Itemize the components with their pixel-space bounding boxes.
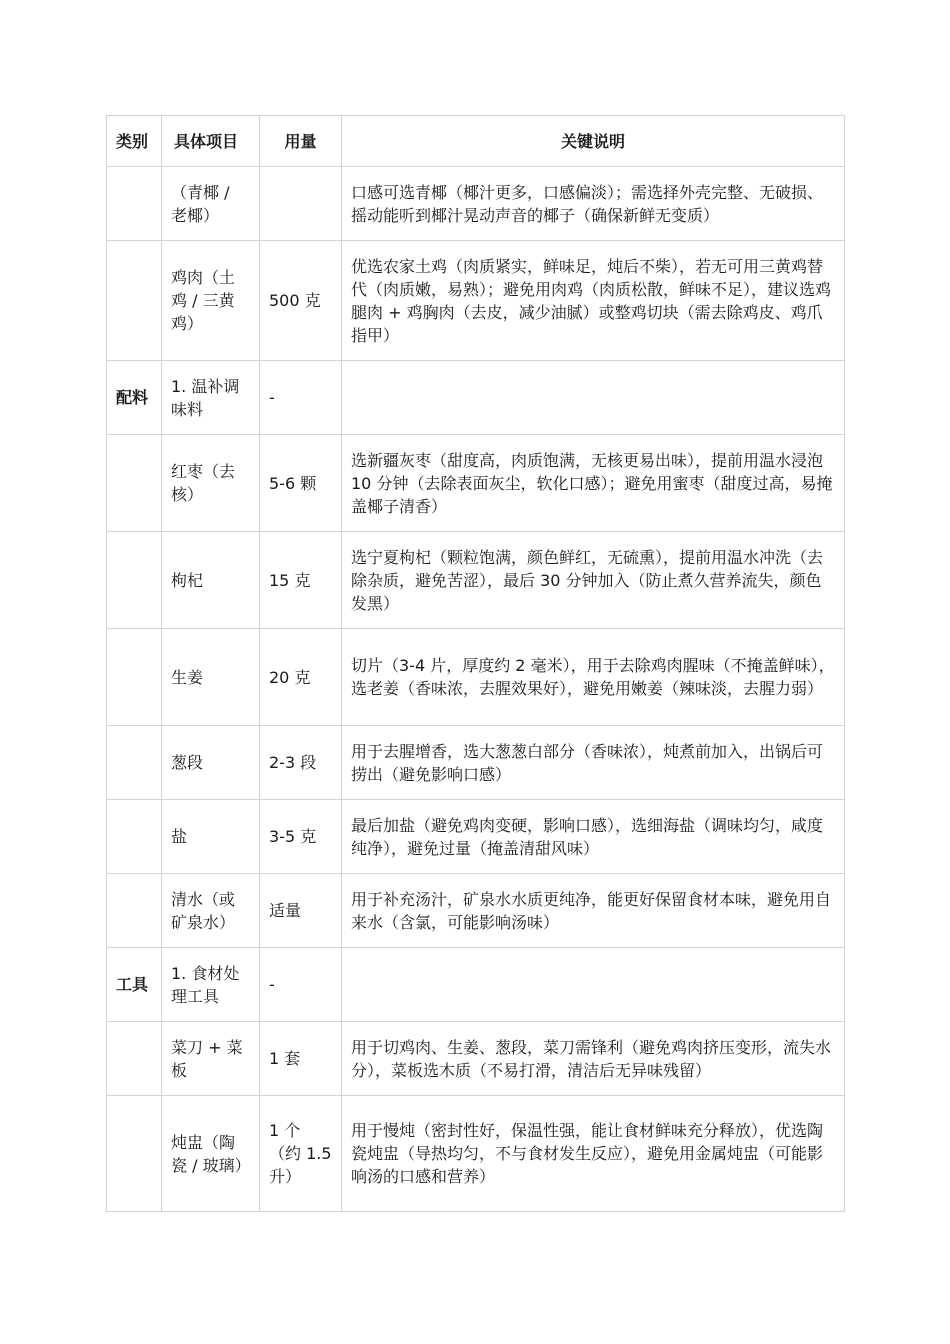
- cell-note: 优选农家土鸡（肉质紧实，鲜味足，炖后不柴），若无可用三黄鸡替代（肉质嫩，易熟）；避免用肉鸡（肉质松散，鲜味不足），建议选鸡腿肉 + 鸡胸肉（去皮，减少油腻）或整鸡切块（需去除鸡皮、鸡爪指甲）: [342, 241, 845, 361]
- cell-item: 炖盅（陶瓷 / 玻璃）: [162, 1096, 260, 1212]
- table-row: [107, 726, 845, 800]
- cell-item: 盐: [162, 800, 260, 874]
- cell-category: [107, 532, 162, 629]
- table-row: [107, 800, 845, 874]
- cell-item: 1. 食材处理工具: [162, 948, 260, 1022]
- table-row: [107, 167, 845, 241]
- table-row: [107, 361, 845, 435]
- table-row: [107, 874, 845, 948]
- cell-item: （青椰 / 老椰）: [162, 167, 260, 241]
- cell-amount: 20 克: [260, 629, 342, 726]
- cell-amount: 3-5 克: [260, 800, 342, 874]
- table-row: [107, 948, 845, 1022]
- header-category: 类别: [107, 116, 162, 167]
- cell-note: 口感可选青椰（椰汁更多，口感偏淡）；需选择外壳完整、无破损、摇动能听到椰汁晃动声音的椰子（确保新鲜无变质）: [342, 167, 845, 241]
- cell-category: [107, 1022, 162, 1096]
- cell-item: 清水（或矿泉水）: [162, 874, 260, 948]
- header-note: 关键说明: [342, 116, 845, 167]
- cell-note: 切片（3-4 片，厚度约 2 毫米），用于去除鸡肉腥味（不掩盖鲜味），选老姜（香味浓，去腥效果好），避免用嫩姜（辣味淡，去腥力弱）: [342, 629, 845, 726]
- cell-amount: 2-3 段: [260, 726, 342, 800]
- table-row: [107, 1022, 845, 1096]
- cell-note: 用于去腥增香，选大葱葱白部分（香味浓），炖煮前加入，出锅后可捞出（避免影响口感）: [342, 726, 845, 800]
- cell-category: [107, 800, 162, 874]
- header-amount: 用量: [260, 116, 342, 167]
- cell-note: 用于切鸡肉、生姜、葱段，菜刀需锋利（避免鸡肉挤压变形，流失水分），菜板选木质（不易打滑，清洁后无异味残留）: [342, 1022, 845, 1096]
- cell-item: 枸杞: [162, 532, 260, 629]
- ingredients-table: [106, 115, 845, 1212]
- cell-item: 葱段: [162, 726, 260, 800]
- cell-amount: 1 套: [260, 1022, 342, 1096]
- cell-amount: 适量: [260, 874, 342, 948]
- cell-amount: [260, 167, 342, 241]
- cell-note: 最后加盐（避免鸡肉变硬，影响口感），选细海盐（调味均匀，咸度纯净），避免过量（掩盖清甜风味）: [342, 800, 845, 874]
- table-row: [107, 532, 845, 629]
- table-row: [107, 435, 845, 532]
- table-row: [107, 1096, 845, 1212]
- cell-note: [342, 361, 845, 435]
- cell-item: 红枣（去核）: [162, 435, 260, 532]
- cell-note: 用于慢炖（密封性好，保温性强，能让食材鲜味充分释放），优选陶瓷炖盅（导热均匀，不与食材发生反应），避免用金属炖盅（可能影响汤的口感和营养）: [342, 1096, 845, 1212]
- table-row: [107, 241, 845, 361]
- cell-amount: 15 克: [260, 532, 342, 629]
- cell-category: [107, 435, 162, 532]
- header-item: 具体项目: [162, 116, 260, 167]
- cell-category: [107, 1096, 162, 1212]
- cell-category: [107, 874, 162, 948]
- cell-amount: 500 克: [260, 241, 342, 361]
- cell-category: 工具: [107, 948, 162, 1022]
- table-header-row: [107, 116, 845, 167]
- cell-amount: 5-6 颗: [260, 435, 342, 532]
- cell-amount: 1 个（约 1.5 升）: [260, 1096, 342, 1212]
- cell-note: 选宁夏枸杞（颗粒饱满，颜色鲜红，无硫熏），提前用温水冲洗（去除杂质，避免苦涩），最后 30 分钟加入（防止煮久营养流失，颜色发黑）: [342, 532, 845, 629]
- cell-note: 选新疆灰枣（甜度高，肉质饱满，无核更易出味），提前用温水浸泡 10 分钟（去除表面灰尘，软化口感）；避免用蜜枣（甜度过高，易掩盖椰子清香）: [342, 435, 845, 532]
- cell-amount: -: [260, 948, 342, 1022]
- cell-note: [342, 948, 845, 1022]
- cell-note: 用于补充汤汁，矿泉水水质更纯净，能更好保留食材本味，避免用自来水（含氯，可能影响汤味）: [342, 874, 845, 948]
- cell-category: [107, 726, 162, 800]
- cell-item: 1. 温补调味料: [162, 361, 260, 435]
- cell-amount: -: [260, 361, 342, 435]
- cell-category: [107, 167, 162, 241]
- cell-item: 鸡肉（土鸡 / 三黄鸡）: [162, 241, 260, 361]
- cell-category: [107, 241, 162, 361]
- cell-category: [107, 629, 162, 726]
- cell-item: 菜刀 + 菜板: [162, 1022, 260, 1096]
- table-row: [107, 629, 845, 726]
- cell-category: 配料: [107, 361, 162, 435]
- cell-item: 生姜: [162, 629, 260, 726]
